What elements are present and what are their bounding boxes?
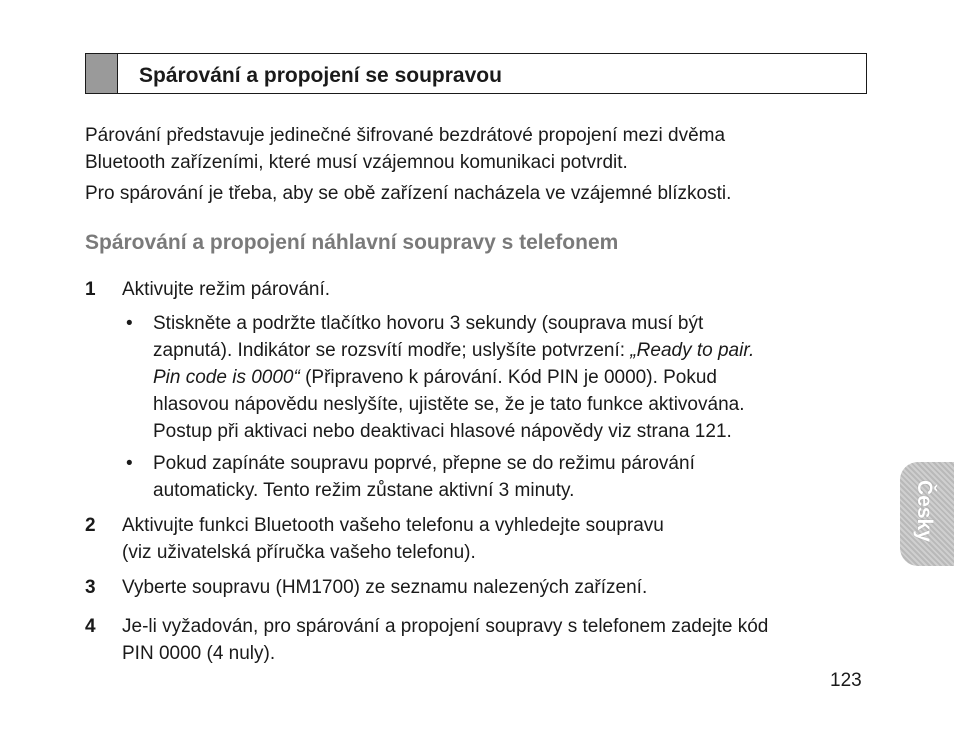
- intro-line: Párování představuje jedinečné šifrované bezdrátové propojení mezi dvěma: [85, 125, 726, 146]
- section-title: Spárování a propojení se soupravou: [139, 64, 502, 87]
- bullet-line: (Připraveno k párování. Kód PIN je 0000). Pokud: [299, 367, 718, 388]
- step-text: Vyberte soupravu (HM1700) ze seznamu nalezených zařízení.: [122, 577, 648, 598]
- bullet-marker: •: [126, 313, 133, 334]
- bullet-line: automaticky. Tento režim zůstane aktivní 3 minuty.: [153, 480, 575, 501]
- step-text: [122, 512, 877, 566]
- bullet-line: Postup při aktivaci nebo deaktivaci hlasové nápovědy viz strana 121.: [153, 421, 732, 442]
- bullet-item: [153, 450, 863, 504]
- page-number: 123: [830, 670, 862, 691]
- section-header: [85, 53, 867, 94]
- step-number: 2: [85, 515, 96, 536]
- step-number: 4: [85, 616, 96, 637]
- bullet-line-italic: „Ready to pair.: [630, 340, 755, 361]
- step-line: PIN 0000 (4 nuly).: [122, 643, 276, 664]
- step-line: (viz uživatelská příručka vašeho telefonu).: [122, 542, 476, 563]
- bullet-item: [153, 310, 863, 445]
- header-accent-block: [86, 54, 118, 93]
- bullet-marker: •: [126, 453, 133, 474]
- intro-line: Bluetooth zařízeními, které musí vzájemnou komunikaci potvrdit.: [85, 152, 628, 173]
- language-tab: [900, 462, 954, 566]
- bullet-line: zapnutá). Indikátor se rozsvítí modře; uslyšíte potvrzení:: [153, 340, 631, 361]
- intro-paragraph-1: [85, 122, 875, 176]
- subheading: Spárování a propojení náhlavní soupravy s telefonem: [85, 231, 619, 254]
- bullet-line: hlasovou nápovědu neslyšíte, ujistěte se, že je tato funkce aktivována.: [153, 394, 745, 415]
- step-number: 3: [85, 577, 96, 598]
- step-number: 1: [85, 279, 96, 300]
- intro-paragraph-2: Pro spárování je třeba, aby se obě zařízení nacházela ve vzájemné blízkosti.: [85, 183, 732, 204]
- language-tab-label: Česky: [913, 480, 936, 542]
- bullet-line: Pokud zapínáte soupravu poprvé, přepne se do režimu párování: [153, 453, 695, 474]
- step-line: Aktivujte funkci Bluetooth vašeho telefonu a vyhledejte soupravu: [122, 515, 664, 536]
- bullet-line-italic: Pin code is 0000“: [153, 367, 300, 388]
- step-text: Aktivujte režim párování.: [122, 279, 331, 300]
- step-line: Je-li vyžadován, pro spárování a propojení soupravy s telefonem zadejte kód: [122, 616, 769, 637]
- step-text: [122, 613, 877, 667]
- bullet-line: Stiskněte a podržte tlačítko hovoru 3 sekundy (souprava musí být: [153, 313, 704, 334]
